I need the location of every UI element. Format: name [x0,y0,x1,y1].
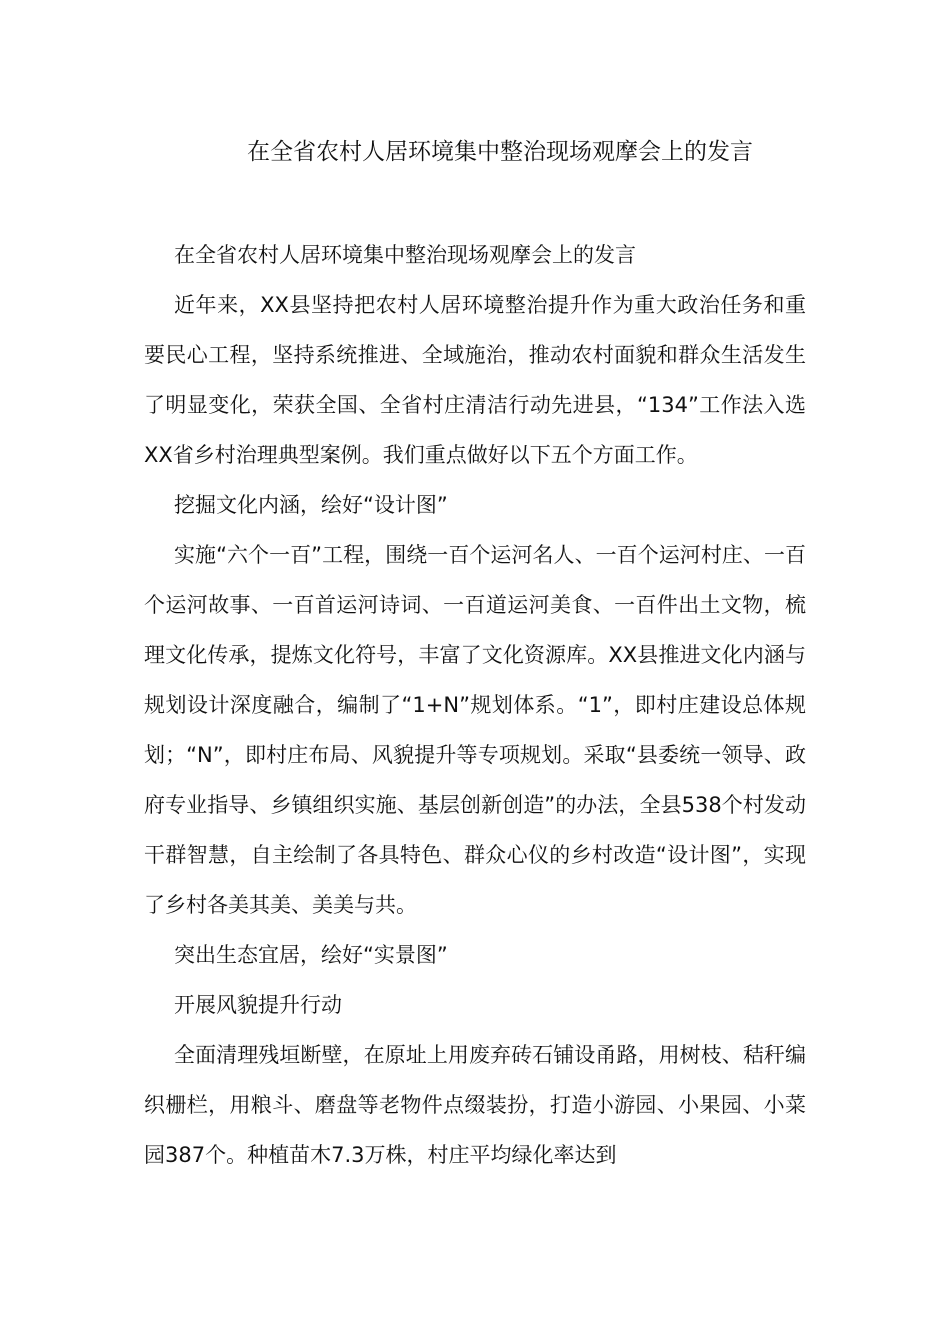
paragraph-intro: 近年来，XX县坚持把农村人居环境整治提升作为重大政治任务和重要民心工程，坚持系统推进、全域施治，推动农村面貌和群众生活发生了明显变化，荣获全国、全省村庄清洁行动先进县，“134”工作法入选XX省乡村治理典型案例。我们重点做好以下五个方面工作。 [144,293,806,467]
section-heading-ecology: 突出生态宜居，绘好“实景图” [174,943,448,967]
paragraph-appearance: 全面清理残垣断壁，在原址上用废弃砖石铺设甬路，用树枝、秸秆编织栅栏，用粮斗、磨盘等老物件点缀装扮，打造小游园、小果园、小菜园387个。种植苗木7.3万株，村庄平均绿化率达到 [144,1043,806,1167]
document-body [144,230,806,1180]
document-title: 在全省农村人居环境集中整治现场观摩会上的发言 [247,139,753,165]
paragraph-subtitle: 在全省农村人居环境集中整治现场观摩会上的发言 [174,243,636,267]
section-heading-culture: 挖掘文化内涵，绘好“设计图” [174,493,448,517]
subsection-heading-appearance: 开展风貌提升行动 [174,993,342,1017]
paragraph-culture: 实施“六个一百”工程，围绕一百个运河名人、一百个运河村庄、一百个运河故事、一百首运河诗词、一百道运河美食、一百件出土文物，梳理文化传承，提炼文化符号，丰富了文化资源库。XX县推进文化内涵与规划设计深度融合，编制了“1+N”规划体系。“1”，即村庄建设总体规划；“N”，即村庄布局、风貌提升等专项规划。采取“县委统一领导、政府专业指导、乡镇组织实施、基层创新创造”的办法，全县538个村发动干群智慧，自主绘制了各具特色、群众心仪的乡村改造“设计图”，实现了乡村各美其美、美美与共。 [144,543,806,917]
